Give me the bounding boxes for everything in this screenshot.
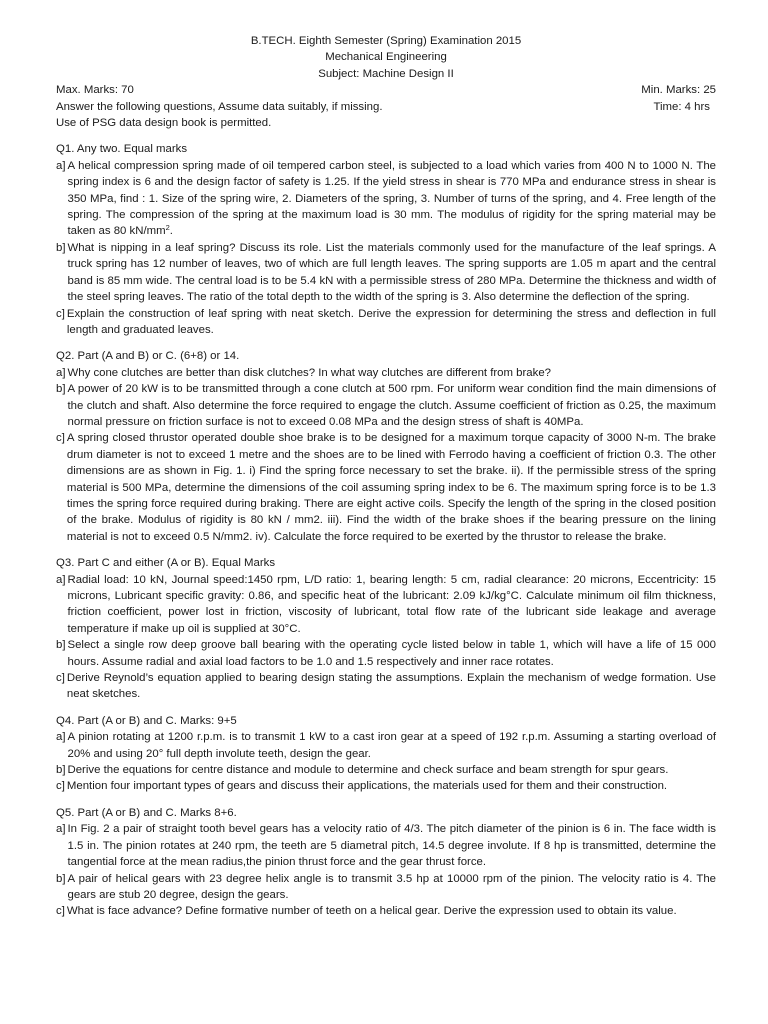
- part-label: b]: [56, 241, 66, 254]
- question-part: [56, 637, 716, 670]
- part-label: a]: [56, 823, 66, 836]
- part-text: [66, 240, 717, 306]
- max-marks: Max. Marks: 70: [56, 84, 134, 97]
- instruction-answer: Answer the following questions, Assume data suitably, if missing.: [56, 100, 383, 113]
- question-title: Q5. Part (A or B) and C. Marks 8+6.: [56, 806, 237, 819]
- question-block: [56, 141, 716, 338]
- question-block: [56, 713, 716, 795]
- part-text: [65, 430, 716, 545]
- question-part: [56, 240, 716, 306]
- instruction-row: [56, 99, 716, 115]
- part-label: a]: [56, 573, 66, 586]
- part-label: a]: [56, 366, 66, 379]
- instruction-psg: Use of PSG data design book is permitted.: [56, 117, 272, 130]
- marks-row: [56, 82, 716, 98]
- part-body: Radial load: 10 kN, Journal speed:1450 rpm, L/D ratio: 1, bearing length: 5 cm, radial clearance: 20 microns, Eccentricity: 15 microns, Lubricant specific gravity: 0.86, and specific heat of the lubricant: 2.09 kJ/kg°C. Calculate minimum oil film thickness, friction coefficient, power lost in friction, viscosity of lubricant, total flow rate of the lubricant side leakage and average temperature if make up oil is supplied at 30°C.: [67, 573, 716, 635]
- question-part: [56, 778, 716, 794]
- questions-list: [56, 141, 716, 919]
- part-body: A spring closed thrustor operated double shoe brake is to be designed for a maximum torque capacity of 3000 N-m. The brake drum diameter is not to exceed 1 metre and the shoes are to be lined with Ferrodo having a coefficient of friction 0.3. The other dimensions are as shown in Fig. 1. i) Find the spring force necessary to set the brake. ii). If the permissible stress of the spring material is 500 MPa, determine the dimensions of the coil assuming spring index to be 6. The maximum spring force is to be 1.3 times the spring force required during braking. There are eight active coils. Specify the length of the spring in the closed position of the brake. Modulus of rigidity is 80 kN / mm2. iii). Find the width of the brake shoes if the bearing pressure on the lining material is not to exceed 0.5 N/mm2. iv). Calculate the force required to be exerted by the thrustor to release the brake.: [66, 432, 716, 543]
- part-body: A power of 20 kW is to be transmitted through a cone clutch at 500 rpm. For uniform wear condition find the main dimensions of the clutch and shaft. Also determine the force required to engage the clutch. Assume coefficient of friction as 0.25, the maximum normal pressure on friction surface is not to exceed 0.08 MPa and the design stress of shaft is 40MPa.: [67, 383, 716, 428]
- part-text: [66, 637, 717, 670]
- part-label: a]: [56, 159, 66, 172]
- min-marks: Min. Marks: 25: [641, 84, 716, 97]
- part-label: c]: [56, 432, 65, 445]
- subject: Subject: Machine Design II: [318, 67, 454, 80]
- part-tail: .: [169, 225, 173, 238]
- part-text: [66, 365, 717, 381]
- question-part: [56, 762, 716, 778]
- part-label: a]: [56, 731, 66, 744]
- time-allowed: Time: 4 hrs: [653, 100, 710, 113]
- question-title: Q4. Part (A or B) and C. Marks: 9+5: [56, 714, 237, 727]
- part-body: What is face advance? Define formative number of teeth on a helical gear. Derive the expression used to obtain its value.: [66, 905, 677, 918]
- part-body: A helical compression spring made of oil tempered carbon steel, is subjected to a load which varies from 400 N to 1000 N. The spring index is 6 and the design factor of safety is 1.25. If the yield stress in shear is 770 MPa and endurance stress in shear is 350 MPa, find : 1. Size of the spring wire, 2. Diameters of the spring, 3. Number of turns of the spring, and 4. Free length of the spring. The compression of the spring at the maximum load is 30 mm. The modulus of rigidity for the spring material may be taken as 80 kN/mm: [67, 159, 716, 238]
- question-block: [56, 348, 716, 545]
- part-label: c]: [56, 307, 65, 320]
- question-part: [56, 871, 716, 904]
- part-label: c]: [56, 905, 65, 918]
- question-part: [56, 903, 716, 919]
- part-body: Derive Reynold’s equation applied to bearing design stating the assumptions. Explain the mechanism of wedge formation. Use neat sketches.: [66, 672, 716, 701]
- question-part: [56, 158, 716, 240]
- part-label: c]: [56, 672, 65, 685]
- question-part: [56, 572, 716, 638]
- part-body: A pair of helical gears with 23 degree helix angle is to transmit 3.5 hp at 10000 rpm of the pinion. The velocity ratio is 4. The gears are stub 20 degree, design the gears.: [67, 872, 716, 901]
- part-text: [66, 158, 717, 240]
- department: Mechanical Engineering: [325, 51, 447, 64]
- superscript: 2: [165, 223, 170, 233]
- part-text: [66, 821, 717, 870]
- part-text: [65, 903, 716, 919]
- question-part: [56, 306, 716, 339]
- question-block: [56, 805, 716, 920]
- question-block: [56, 555, 716, 703]
- part-text: [65, 670, 716, 703]
- part-text: [66, 381, 717, 430]
- part-text: [66, 871, 717, 904]
- part-label: b]: [56, 872, 66, 885]
- question-title: Q2. Part (A and B) or C. (6+8) or 14.: [56, 350, 240, 363]
- question-part: [56, 430, 716, 545]
- part-body: Derive the equations for centre distance and module to determine and check surface and beam strength for spur gears.: [67, 764, 669, 777]
- part-label: b]: [56, 639, 66, 652]
- part-body: A pinion rotating at 1200 r.p.m. is to transmit 1 kW to a cast iron gear at a speed of 192 r.p.m. Assuming a starting overload of 20% and using 20° full depth involute teeth, design the gear.: [67, 731, 716, 760]
- part-text: [66, 762, 717, 778]
- part-body: Why cone clutches are better than disk clutches? In what way clutches are different from brake?: [67, 366, 552, 379]
- question-title: Q1. Any two. Equal marks: [56, 143, 188, 156]
- part-body: What is nipping in a leaf spring? Discuss its role. List the materials commonly used for the manufacture of the leaf springs. A truck spring has 12 number of leaves, two of which are full length leaves. The spring supports are 1.05 m apart and the central band is 85 mm wide. The central load is to be 5.4 kN with a permissible stress of 280 MPa. Determine the thickness and width of the steel spring leaves. The ratio of the total depth to the width of the spring is 3. Also determine the deflection of the spring.: [67, 241, 716, 304]
- part-text: [66, 729, 717, 762]
- part-label: c]: [56, 780, 65, 793]
- question-part: [56, 365, 716, 381]
- question-part: [56, 381, 716, 430]
- part-text: [66, 572, 717, 638]
- question-title: Q3. Part C and either (A or B). Equal Marks: [56, 557, 276, 570]
- part-body: Select a single row deep groove ball bearing with the operating cycle listed below in table 1, which will have a life of 15 000 hours. Assume radial and axial load factors to be 1.0 and 1.5 respectively and inner race rotates.: [67, 639, 716, 668]
- part-label: b]: [56, 383, 66, 396]
- exam-title: B.TECH. Eighth Semester (Spring) Examination 2015: [250, 35, 522, 47]
- question-part: [56, 821, 716, 870]
- part-text: [65, 778, 716, 794]
- part-body: In Fig. 2 a pair of straight tooth bevel gears has a velocity ratio of 4/3. The pitch diameter of the pinion is 6 in. The face width is 1.5 in. The pinion rotates at 240 rpm, the teeth are 5 diametral pitch, 14.5 degree involute. If 8 hp is transmitted, determine the tangential force at the mean radius,the pinion thrust force and the gear thrust force.: [67, 823, 716, 869]
- question-part: [56, 729, 716, 762]
- part-body: Explain the construction of leaf spring with neat sketch. Derive the expression for determining the stress and deflection in full length and graduated leaves.: [66, 307, 716, 336]
- part-body: Mention four important types of gears and discuss their applications, the materials used for them and their construction.: [66, 780, 668, 793]
- question-part: [56, 670, 716, 703]
- part-text: [65, 306, 716, 339]
- part-label: b]: [56, 764, 66, 777]
